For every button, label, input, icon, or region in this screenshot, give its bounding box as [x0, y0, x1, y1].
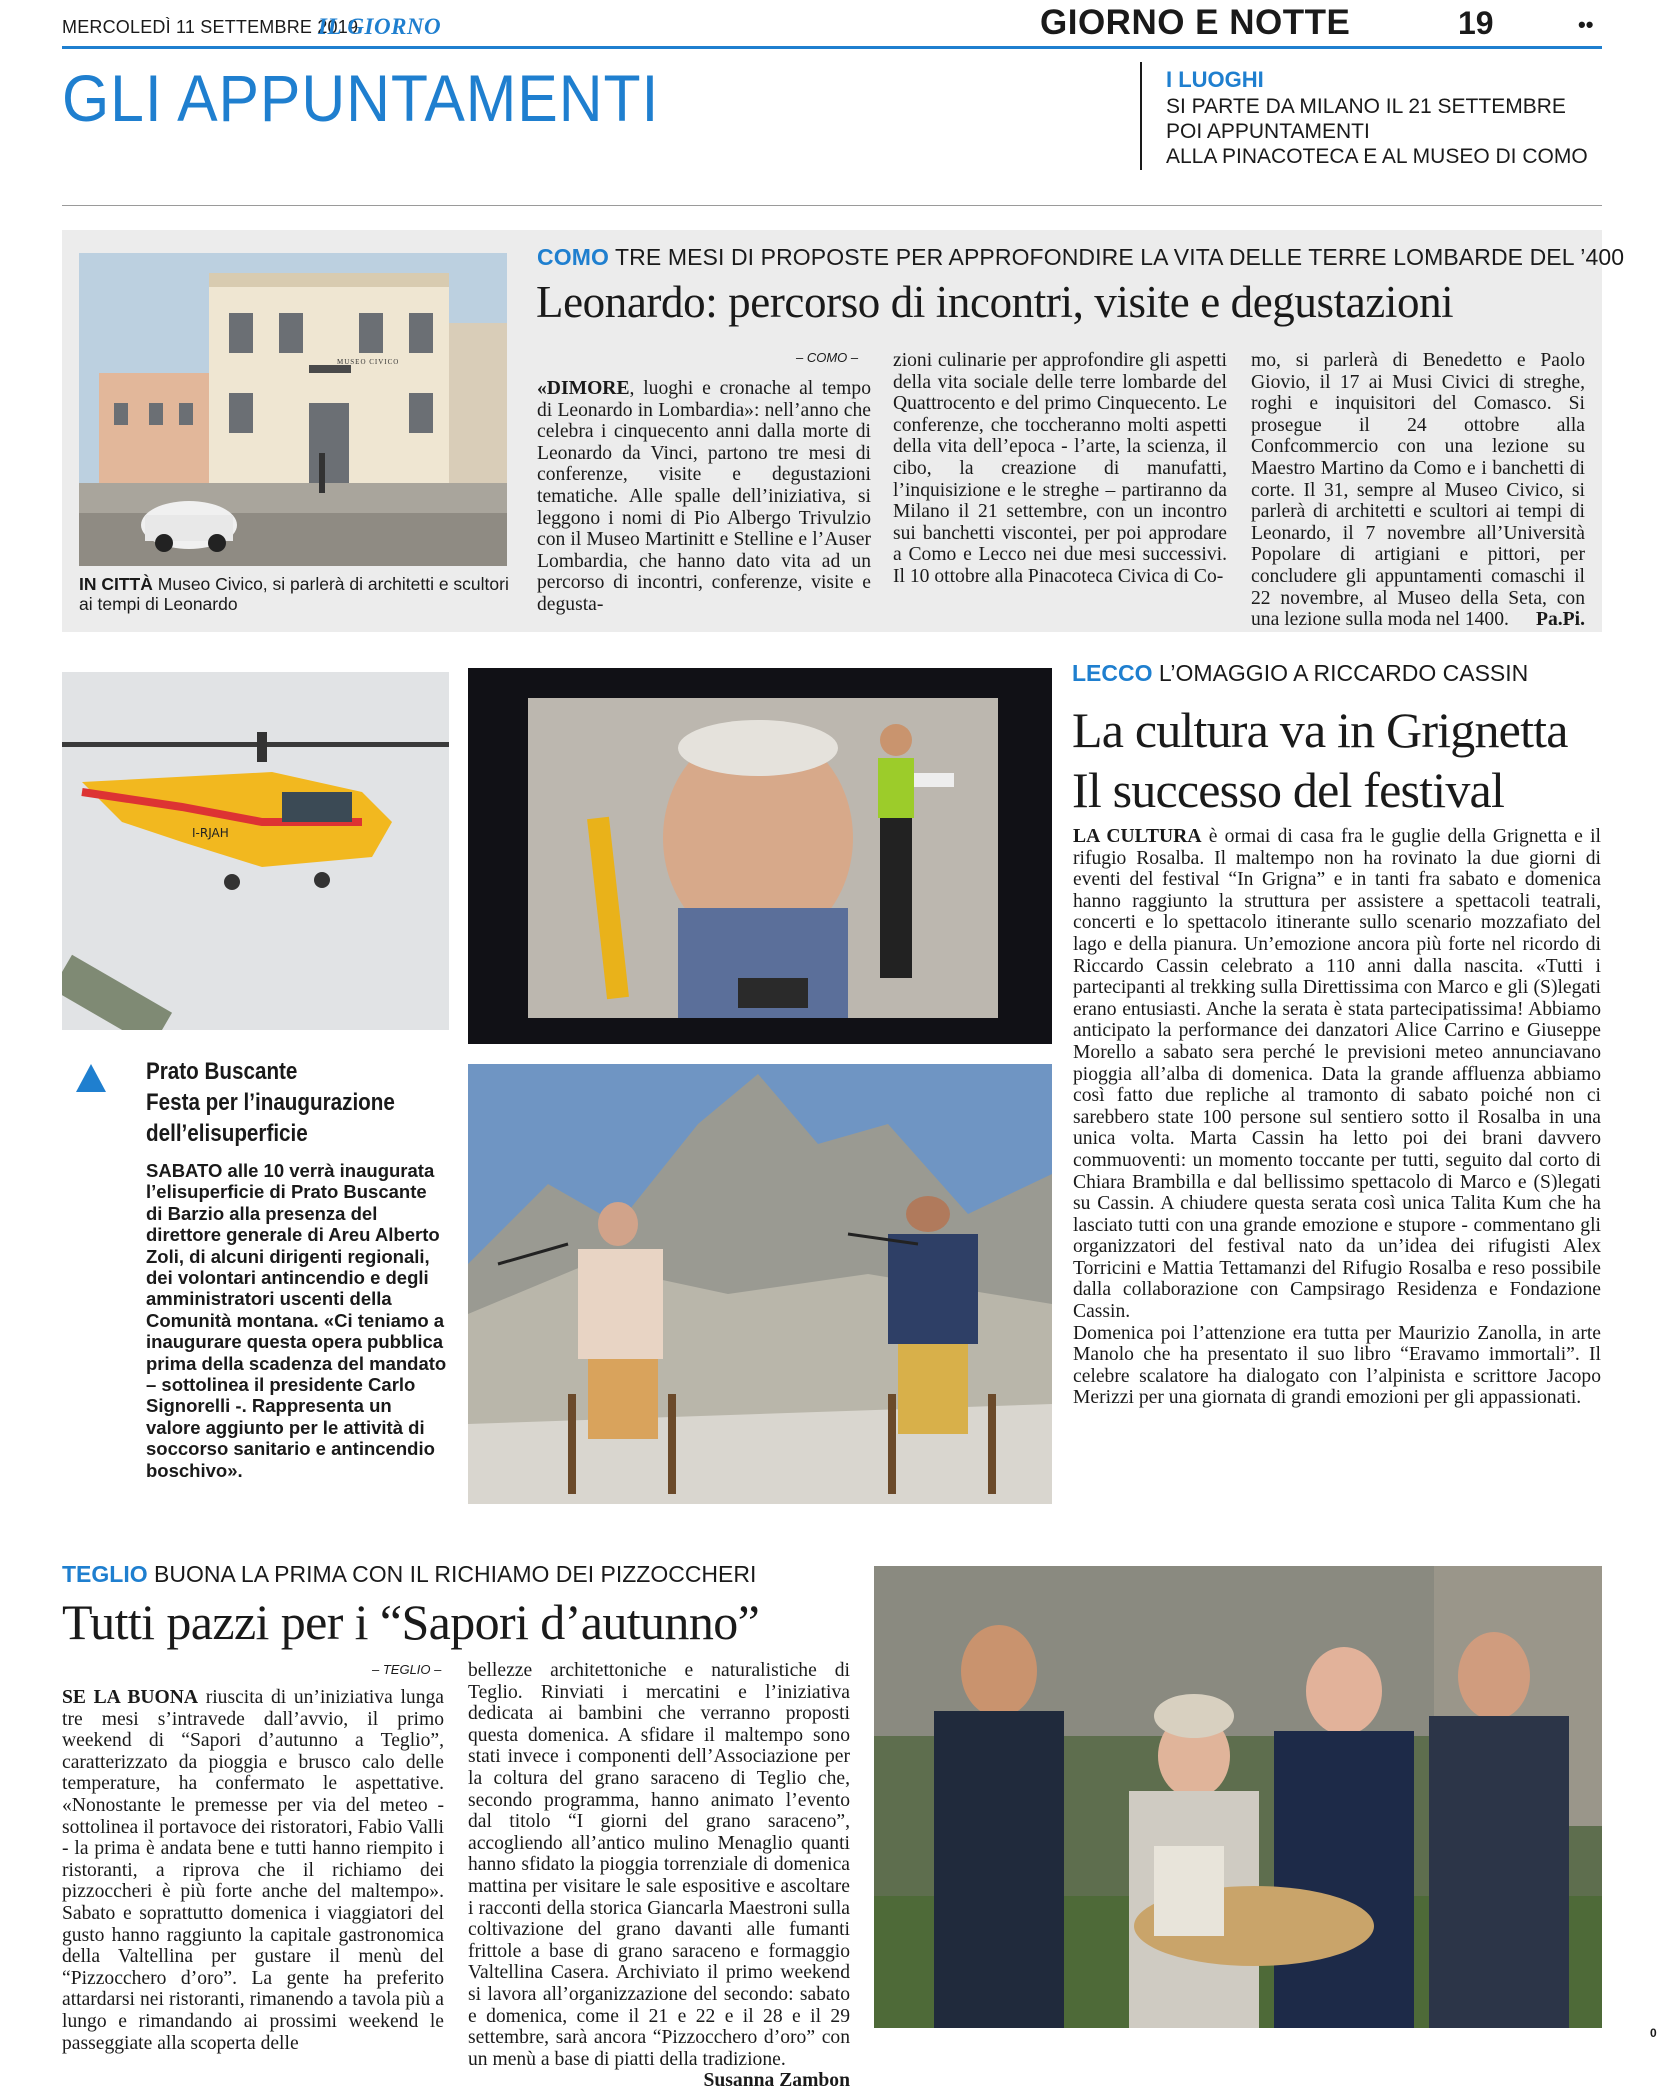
prato-lead: SABATO [146, 1160, 223, 1181]
section-title: GIORNO E NOTTE [1040, 3, 1351, 42]
teglio-signature: Susanna Zambon [703, 2070, 850, 2092]
lecco-headline-line-1: La cultura va in Grignetta [1072, 702, 1568, 758]
como-caption-text: Museo Civico, si parlerà di architetti e scultori ai tempi di Leonardo [79, 574, 509, 614]
prato-title-line-1: Prato Buscante [146, 1058, 298, 1085]
museo-civico-illustration [79, 253, 507, 566]
helicopter-photo [62, 672, 449, 1030]
como-kicker [537, 244, 1624, 271]
cassin-screen-photo [468, 668, 1052, 1044]
teglio-group-photo [874, 1566, 1602, 2028]
prato-body [146, 1160, 448, 1481]
lecco-body-1: è ormai di casa fra le guglie della Grignetta e il rifugio Rosalba. Il maltempo non ha rovinato la due giorni di eventi del festival “In Grigna” e in tanti fra sabato e domenica hanno raggiunto la struttura per assistere a spettacoli teatrali, concerti e lo spettacolo itinerante sullo scenario mozzafiato del lago e della pianura. Un’emozione ancora più forte nel ricordo di Riccardo Cassin celebrato a 110 anni dalla nascita. «Tutti i partecipanti al trekking sulla Direttissima con Marco e gli (S)legati erano entusiasti. Anche la serata è stata partecipatissima! Abbiamo anticipato la performance dei danzatori Alice Carrino e Giuseppe Morello a sabato sera perché le previsioni meteo annunciavano pioggia all’alba di domenica. Data la grande affluenza abbiamo così fatto due repliche al tramonto di sabato poiché non ci sarebbero state 100 persone sul sentiero sotto il Rosalba in una unica volta. Marta Cassin ha letto poi dei brani davvero commuoventi: un momento toccante per tutti, seguito dal corto di Chiara Brambilla e dal bellissimo spettacolo di Marco e (S)legati su Cassin. A chiudere questa serata così unica Talita Kum che ha lasciato tutti con una grande emozione e stupore - commentano gli organizzatori del festival nato da un’idea dei rifugisti Alex Torricini e Mattia Tettamanzi del Rifugio Rosalba e reso possibile dalla collaborazione con Campsirago Residenza e Fondazione Cassin. [1073, 826, 1601, 1323]
lecco-headline [1072, 700, 1568, 820]
teglio-group-illustration [874, 1566, 1602, 2028]
como-headline: Leonardo: percorso di incontri, visite e degustazioni [536, 277, 1454, 327]
como-kicker-place: COMO [537, 244, 609, 270]
museo-civico-photo [79, 253, 507, 566]
masthead-logo: IL GIORNO [318, 14, 442, 39]
teglio-kicker [62, 1561, 756, 1588]
prato-title [146, 1056, 413, 1149]
luoghi-line-3: ALLA PINACOTECA E AL MUSEO DI COMO [1166, 145, 1588, 168]
como-col-3 [1251, 350, 1585, 631]
heli-tag: I-RJAH [192, 826, 229, 840]
como-lead: «DIMORE [537, 378, 630, 399]
teglio-kicker-place: TEGLIO [62, 1561, 148, 1587]
como-caption [79, 574, 509, 614]
lecco-body-2: Domenica poi l’attenzione era tutta per Maurizio Zanolla, in arte Manolo che ha presentato il suo libro “Eravamo immortali”. Il celebre scalatore ha dialogato con l’alpinista e scrittore Jacopo Merizzi per una giornata di grandi emozioni per gli appassionati. [1073, 1322, 1601, 1409]
teglio-col-1-text: riuscita di un’iniziativa lunga tre mesi s’intravede dall’avvio, il primo weekend di “Sapori d’autunno a Teglio”, caratterizzato da pioggia e brusco calo delle temperature, ha confermato le aspettative. «Nonostante le premesse per via del meteo - sottolinea il portavoce dei ristoratori, Fabio Valli - la prima è andata bene e tutti hanno riempito i ristoranti, a riprova che il richiamo dei pizzoccheri è più forte anche del maltempo». Sabato e soprattutto domenica i viaggiatori del gusto hanno raggiunto la capitale gastronomica della Valtellina per gustare il menù del “Pizzocchero d’oro”. La gente ha preferito attardarsi nei ristoranti, rimanendo a tavola più a lungo e rimandando ai prossimi weekend le passeggiate alla scoperta delle [62, 1687, 444, 2054]
luoghi-line-1: SI PARTE DA MILANO IL 21 SETTEMBRE [1166, 95, 1566, 118]
lecco-body [1073, 826, 1601, 1409]
lecco-headline-line-2: Il successo del festival [1072, 762, 1505, 818]
prato-body-text: alle 10 verrà inaugurata l’elisuperficie di Prato Buscante di Barzio alla presenza del direttore generale di Areu Alberto Zoli, di alcuni dirigenti regionali, dei volontari antincendio e degli amministratori uscenti della Comunità montana. «Ci teniamo a inaugurare questa opera pubblica prima della scadenza del mandato – sottolinea il presidente Carlo Signorelli -. Rappresenta un valore aggiunto per le attività di soccorso sanitario e antincendio boschivo». [146, 1160, 447, 1481]
mountain-conversation-photo [468, 1064, 1052, 1504]
header-date: MERCOLEDÌ 11 SETTEMBRE 2019 [62, 17, 359, 37]
teglio-kicker-text: BUONA LA PRIMA CON IL RICHIAMO DEI PIZZOCCHERI [154, 1561, 757, 1587]
luoghi-divider [1140, 62, 1142, 170]
prato-triangle-icon [74, 1062, 108, 1094]
luoghi-label: I LUOGHI [1166, 67, 1264, 92]
mountain-illustration [468, 1064, 1052, 1504]
teglio-lead: SE LA BUONA [62, 1687, 199, 1708]
teglio-col-2 [468, 1660, 850, 2092]
title-rule [62, 205, 1602, 206]
como-col-2 [893, 350, 1227, 588]
como-signature: Pa.Pi. [1536, 609, 1585, 631]
como-dateline: – COMO – [796, 350, 859, 365]
helicopter-illustration [62, 672, 449, 1030]
como-caption-lead: IN CITTÀ [79, 574, 153, 594]
teglio-col-2-text: bellezze architettoniche e naturalistiche di Teglio. Rinviati i mercatini e l’iniziativa dedicata ai bambini che verranno proposti questa domenica. A sfidare il maltempo sono stati invece i componenti dell’Associazione per la coltura del grano saraceno di Teglio che, secondo programma, hanno animato l’evento dal titolo “I giorni del grano saraceno”, accogliendo all’antico mulino Menaglio quanti hanno sfidato la pioggia torrenziale di domenica mattina per visitare le sale espositive e ascoltare i racconti della storica Giancarla Maestroni sulla coltivazione del grano davanti alle fumanti frittole a base di grano saraceno e formaggio Valtellina Casera. Archiviato il primo weekend si lavora all’organizzazione del secondo: sabato e domenica, come il 21 e 22 e il 28 e il 29 settembre, sarà ancora “Pizzocchero d’oro” con un menù a base di piatti della tradizione. [468, 1660, 850, 2070]
como-col-1-text: , luoghi e cronache al tempo di Leonardo in Lombardia»: nell’anno che celebra i cinquecento anni dalla morte di Leonardo da Vinci, partono tre mesi di conferenze, visite e degustazioni tematiche. Alle spalle dell’iniziativa, si leggono i nomi di Pio Albergo Trivulzio con il Museo Martinitt e Stelline e l’Auser Lombardia, che hanno dato vita ad un percorso di incontri, conferenze, visite e degusta- [537, 378, 871, 615]
lecco-lead: LA CULTURA [1073, 826, 1202, 847]
prato-title-line-3: dell’elisuperficie [146, 1120, 308, 1147]
museo-sign: MUSEO CIVICO [337, 358, 400, 366]
lecco-kicker-place: LECCO [1072, 660, 1153, 686]
como-col-1 [537, 378, 871, 616]
header-rule [62, 46, 1602, 49]
teglio-headline: Tutti pazzi per i “Sapori d’autunno” [62, 1594, 760, 1650]
luoghi-line-2: POI APPUNTAMENTI [1166, 120, 1370, 143]
lecco-kicker [1072, 660, 1528, 687]
cassin-screen-illustration [468, 668, 1052, 1044]
page-number: 19 [1458, 5, 1494, 41]
lecco-kicker-text: L’OMAGGIO A RICCARDO CASSIN [1158, 660, 1529, 686]
luoghi-box [1166, 66, 1606, 169]
teglio-dateline: – TEGLIO – [372, 1662, 442, 1677]
como-kicker-text: TRE MESI DI PROPOSTE PER APPROFONDIRE LA VITA DELLE TERRE LOMBARDE DEL ’400 [615, 244, 1625, 270]
page-title: GLI APPUNTAMENTI [62, 61, 660, 135]
teglio-col-1 [62, 1687, 444, 2054]
como-col-3-text: mo, si parlerà di Benedetto e Paolo Giovio, il 17 ai Musi Civici di streghe, roghi e inquisitori del Comasco. Si prosegue il 24 ottobre alla Confcommercio con una lezione su Maestro Martino da Como e i banchetti di corte. Il 31, sempre al Museo Civico, si parlerà di architetti e scultori ai tempi di Leonardo, il 7 novembre all’Università Popolare di artigiani e pittori, per concludere gli appuntamenti comaschi il 22 novembre, al Museo della Seta, con una lezione sulla moda nel 1400. [1251, 350, 1585, 631]
edge-mark: 0 [1650, 2026, 1657, 2040]
corner-mark: •• [1578, 12, 1594, 37]
prato-title-line-2: Festa per l’inaugurazione [146, 1089, 395, 1116]
como-col-2-text: zioni culinarie per approfondire gli aspetti della vita sociale delle terre lombarde del Quattrocento e del primo Cinquecento. Le conferenze, che toccheranno molti aspetti della vita dell’epoca - l’arte, la scienza, il cibo, la creazione di manufatti, l’inquisizione e le streghe – partiranno da Milano il 21 settembre, con un incontro sui banchetti viscontei, per poi approdare a Como e Lecco nei due mesi successivi. Il 10 ottobre alla Pinacoteca Civica di Co- [893, 350, 1227, 587]
